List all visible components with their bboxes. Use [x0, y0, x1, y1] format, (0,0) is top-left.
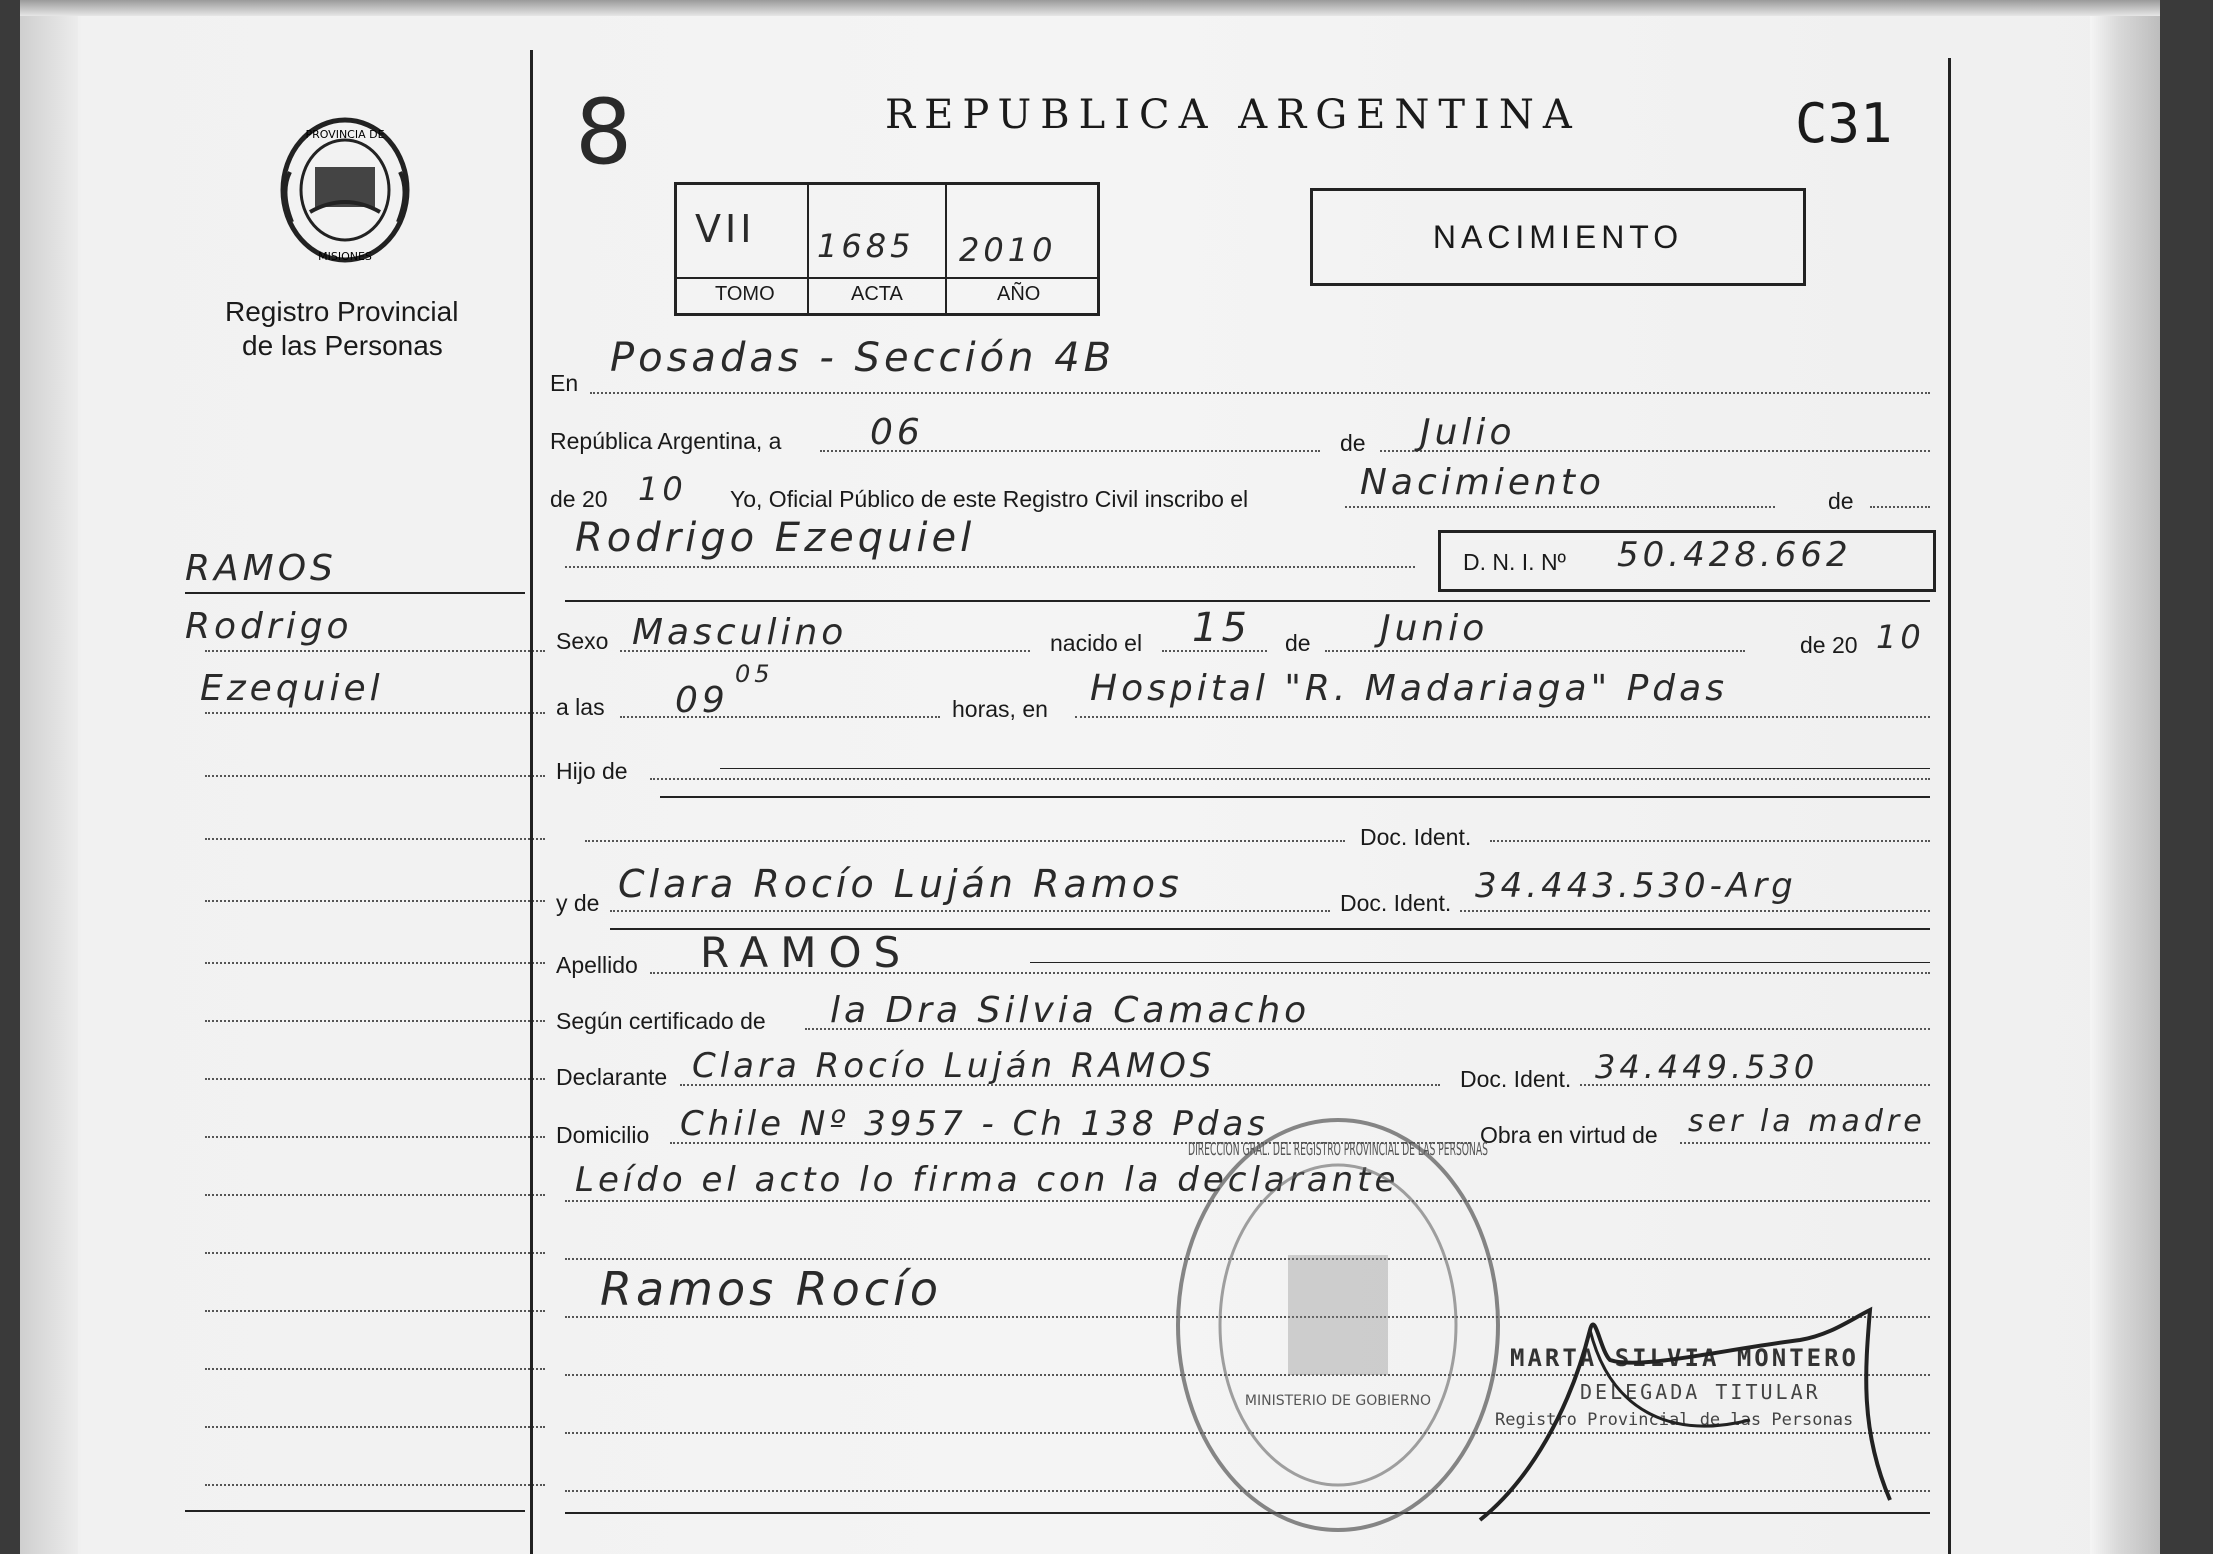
label-dni: D. N. I. Nº	[1463, 549, 1566, 575]
label-en: En	[550, 370, 579, 396]
label-sexo: Sexo	[556, 628, 609, 654]
corner-mark: 8	[575, 80, 637, 185]
label-obra: Obra en virtud de	[1480, 1122, 1658, 1148]
official-title: DELEGADA TITULAR	[1580, 1380, 1821, 1404]
reason-value: ser la madre	[1688, 1104, 1926, 1139]
label-yo-oficial: Yo, Oficial Público de este Registro Civil inscribo el	[730, 486, 1249, 512]
document-page	[20, 0, 2160, 1554]
certificate-value: la Dra Silvia Camacho	[830, 990, 1311, 1031]
sex-value: Masculino	[632, 612, 848, 653]
seal-ring-text: DIRECCION GRAL. DEL REGISTRO PROVINCIAL DE LAS PERSONAS	[1188, 1139, 1488, 1160]
year-short-value: 10	[638, 470, 687, 508]
address-value: Chile Nº 3957 - Ch 138 Pdas	[680, 1104, 1270, 1144]
book-binding	[20, 0, 78, 1554]
country-title: REPUBLICA ARGENTINA	[885, 92, 1581, 138]
official-seal-icon	[1168, 1105, 1508, 1545]
page-edge	[2090, 0, 2160, 1554]
right-border	[1948, 58, 1951, 1554]
label-doc-ident-1: Doc. Ident.	[1360, 824, 1472, 850]
surname-value: RAMOS	[700, 928, 913, 977]
official-name: MARTA SILVIA MONTERO	[1510, 1344, 1859, 1372]
month-value: Julio	[1420, 412, 1516, 453]
label-hijo-de: Hijo de	[556, 758, 628, 784]
provincial-seal-icon	[270, 112, 420, 272]
registry-name-line2: de las Personas	[242, 330, 443, 361]
label-doc-ident-3: Doc. Ident.	[1460, 1066, 1572, 1092]
top-shadow	[20, 0, 2160, 16]
hour-value: 09	[675, 680, 729, 721]
day-value: 06	[870, 412, 924, 453]
reference-table	[674, 182, 1100, 316]
label-a-las: a las	[556, 694, 605, 720]
label-nacido-el: nacido el	[1050, 630, 1143, 656]
minutes-value: 05	[735, 660, 774, 688]
seal-text-bottom: MISIONES	[318, 250, 372, 263]
official-signature	[1470, 1290, 1900, 1530]
birth-month-value: Junio	[1380, 608, 1489, 649]
seal-text-top: PROVINCIA DE	[305, 128, 385, 141]
folio-number: C31	[1795, 92, 1893, 155]
dni-box	[1438, 530, 1936, 592]
margin-note-surname: RAMOS	[185, 548, 337, 589]
acta-label: ACTA	[851, 283, 903, 305]
label-de-1: de	[1340, 430, 1366, 456]
label-horas-en: horas, en	[952, 696, 1048, 722]
act-type: NACIMIENTO	[1432, 219, 1684, 255]
child-name-value: Rodrigo Ezequiel	[575, 515, 976, 561]
label-doc-ident-2: Doc. Ident.	[1340, 890, 1452, 916]
place-value: Posadas - Sección 4B	[610, 335, 1116, 381]
label-domicilio: Domicilio	[556, 1122, 650, 1148]
label-segun: Según certificado de	[556, 1008, 766, 1034]
label-de-3: de	[1285, 630, 1311, 656]
margin-note-name2: Ezequiel	[200, 668, 384, 709]
label-republica: República Argentina, a	[550, 428, 782, 454]
registry-name-line1: Registro Provincial	[225, 296, 459, 327]
hospital-value: Hospital "R. Madariaga" Pdas	[1090, 668, 1728, 709]
margin-note-name1: Rodrigo	[185, 606, 353, 647]
act-type-box	[1310, 188, 1806, 286]
stub-divider	[530, 50, 533, 1554]
mother-name-value: Clara Rocío Luján Ramos	[618, 862, 1183, 906]
label-y-de: y de	[556, 890, 600, 916]
declarant-value: Clara Rocío Luján RAMOS	[692, 1046, 1216, 1086]
mother-doc-value: 34.443.530-Arg	[1475, 866, 1797, 906]
birth-day-value: 15	[1192, 605, 1251, 651]
acta-value: 1685	[817, 227, 915, 265]
label-declarante: Declarante	[556, 1064, 668, 1090]
birth-year-value: 10	[1876, 618, 1925, 656]
anio-value: 2010	[959, 231, 1057, 269]
label-de20: de 20	[550, 486, 608, 512]
declarant-doc-value: 34.449.530	[1595, 1048, 1819, 1086]
anio-label: AÑO	[997, 283, 1041, 305]
declarant-signature: Ramos Rocío	[600, 1262, 943, 1316]
label-apellido: Apellido	[556, 952, 638, 978]
seal-inner-text: MINISTERIO DE GOBIERNO	[1244, 1393, 1432, 1409]
inscription-value: Nacimiento	[1360, 462, 1605, 503]
official-org: Registro Provincial de las Personas	[1495, 1410, 1854, 1430]
label-de20-b: de 20	[1800, 632, 1858, 658]
dni-value: 50.428.662	[1617, 535, 1852, 575]
label-de-2: de	[1828, 488, 1854, 514]
tomo-value: VII	[695, 207, 756, 251]
tomo-label: TOMO	[715, 283, 775, 305]
note-value: Leído el acto lo firma con la declarante	[575, 1160, 1400, 1200]
